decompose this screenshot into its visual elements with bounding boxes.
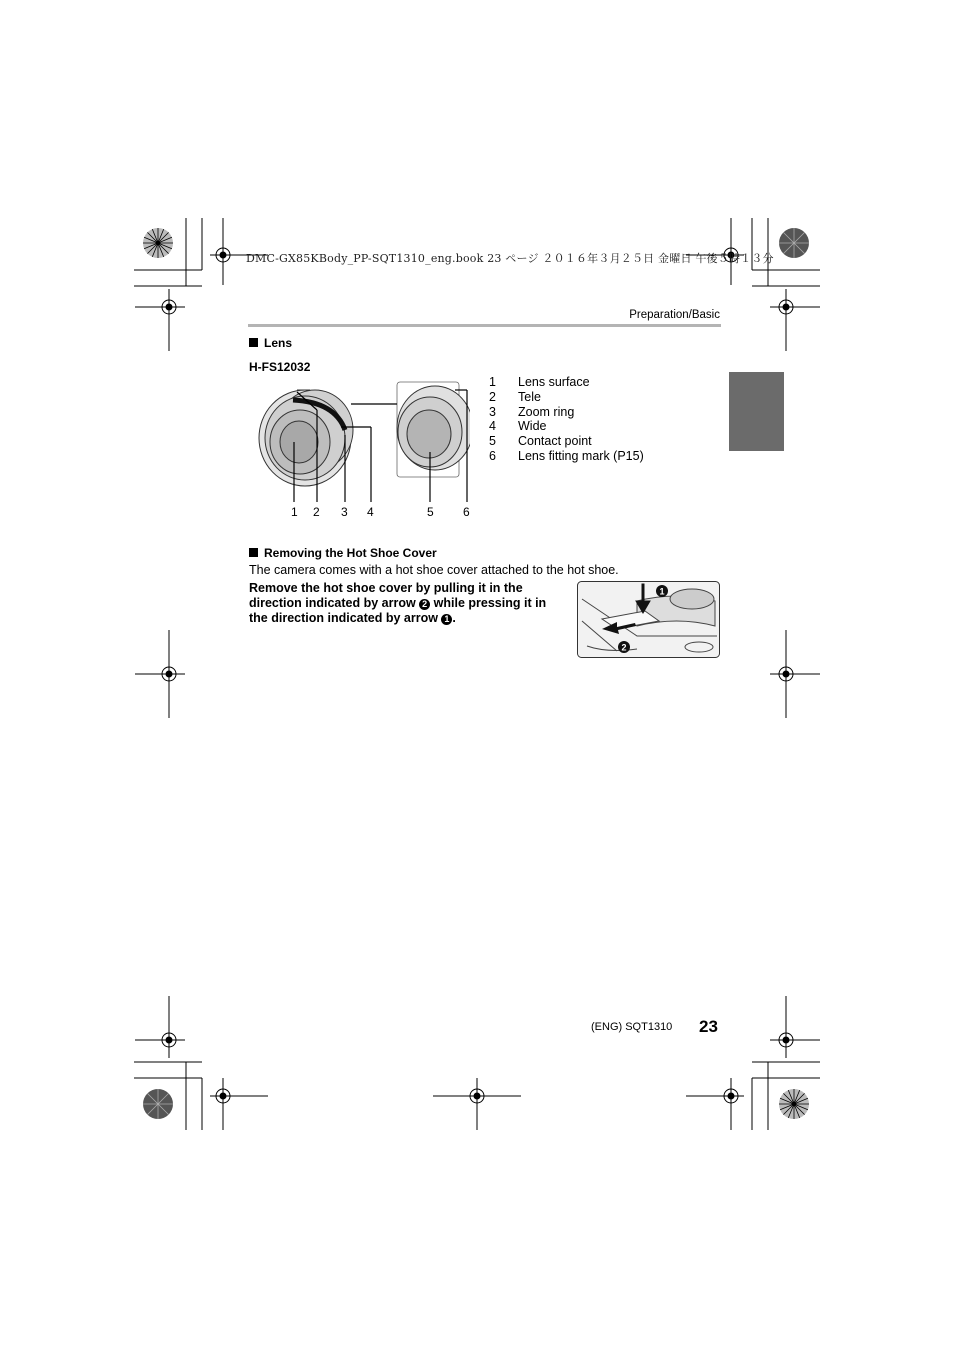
hot-shoe-illustration <box>577 581 720 658</box>
instruction-text: the direction indicated by arrow <box>249 611 438 625</box>
list-item <box>489 434 644 449</box>
arrow-2-marker-icon: 2 <box>419 599 430 610</box>
instruction-line-2 <box>249 596 546 611</box>
list-item <box>489 375 644 390</box>
lens-illustration <box>255 380 470 505</box>
callout-2: 2 <box>313 505 320 519</box>
part-name: Contact point <box>518 434 592 449</box>
part-number: 2 <box>489 389 496 404</box>
part-name: Wide <box>518 419 547 434</box>
callout-5: 5 <box>427 505 434 519</box>
arrow-2-label: 2 <box>621 642 627 653</box>
part-number: 3 <box>489 404 496 419</box>
list-item <box>489 449 644 464</box>
part-number: 5 <box>489 434 496 449</box>
arrow-1-label: 1 <box>659 586 665 597</box>
footer-code: (ENG) SQT1310 <box>591 1021 673 1033</box>
lens-model: H-FS12032 <box>249 360 311 374</box>
part-name: Zoom ring <box>518 404 575 419</box>
list-item <box>489 390 644 405</box>
instruction-line-3 <box>249 611 546 626</box>
hot-shoe-intro: The camera comes with a hot shoe cover attached to the hot shoe. <box>249 563 619 577</box>
callout-1: 1 <box>291 505 298 519</box>
instruction-line-1: Remove the hot shoe cover by pulling it in the <box>249 581 523 595</box>
arrow-1-marker-icon: 1 <box>441 614 452 625</box>
hot-shoe-instruction <box>249 581 546 626</box>
lens-parts-list <box>489 375 644 464</box>
chapter-tab <box>729 372 784 451</box>
square-bullet-icon <box>249 338 258 347</box>
part-number: 4 <box>489 419 496 434</box>
part-number: 1 <box>489 375 496 389</box>
callout-4: 4 <box>367 505 374 519</box>
lens-heading-text: Lens <box>264 336 293 350</box>
header-rule <box>248 324 721 327</box>
callout-3: 3 <box>341 505 348 519</box>
list-item <box>489 419 644 434</box>
part-name: Tele <box>518 389 541 404</box>
callout-6: 6 <box>463 505 470 519</box>
hot-shoe-heading <box>249 546 437 560</box>
part-name: Lens fitting mark (P15) <box>518 448 644 463</box>
list-item <box>489 405 644 420</box>
hot-shoe-heading-text: Removing the Hot Shoe Cover <box>264 546 437 560</box>
section-label: Preparation/Basic <box>629 309 720 321</box>
page-number: 23 <box>699 1017 718 1036</box>
square-bullet-icon <box>249 548 258 557</box>
print-info: DMC-GX85KBody_PP-SQT1310_eng.book 23 ページ ２０１６年３月２５日 金曜日 午後５時１３分 <box>246 252 774 265</box>
instruction-text: while pressing it in <box>433 596 547 610</box>
instruction-text: . <box>452 611 456 625</box>
instruction-text: direction indicated by arrow <box>249 596 416 610</box>
lens-heading <box>249 336 292 350</box>
part-number: 6 <box>489 448 496 463</box>
part-name: Lens surface <box>518 375 590 389</box>
